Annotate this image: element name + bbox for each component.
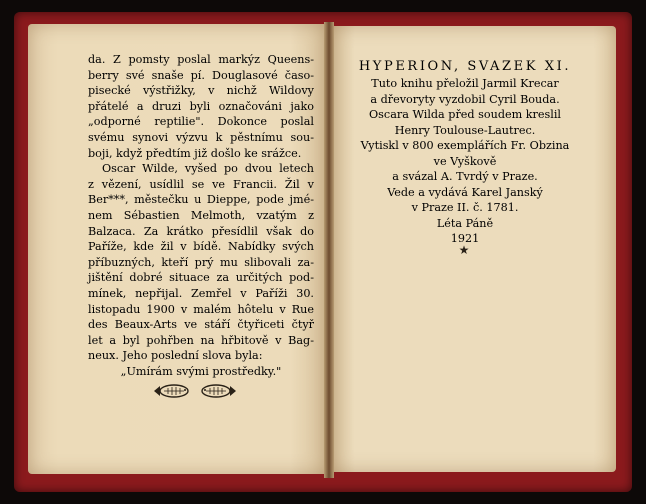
text-line: des Beaux-Arts ve stáří čtyřiceti čtyř xyxy=(88,318,314,332)
text-line: listopadu 1900 v malém hôtelu v Rue xyxy=(88,302,314,316)
colophon-line: Henry Toulouse-Lautrec. xyxy=(394,123,536,137)
series-title: HYPERION, SVAZEK XI. xyxy=(358,59,572,74)
text-line: let a byl pohřben na hřbitově v Bag- xyxy=(88,333,314,347)
text-line: berry své snaše pí. Douglasové časo- xyxy=(88,68,314,82)
left-page-text xyxy=(88,52,314,379)
text-line: „Umírám svými prostředky." xyxy=(120,364,282,378)
text-line: příbuzných, kteří prý mu slibovali za- xyxy=(88,255,314,269)
star-icon: ★ xyxy=(458,243,470,257)
colophon-line: a svázal A. Tvrdý v Praze. xyxy=(392,170,538,183)
book-gutter xyxy=(324,22,334,478)
two-fish-ornament-icon xyxy=(152,382,238,400)
colophon xyxy=(350,58,580,247)
text-line: boji, když předtím již došlo ke srážce. xyxy=(88,146,302,160)
colophon-line: a dřevoryty vyzdobil Cyril Bouda. xyxy=(370,92,560,106)
colophon-line: Tuto knihu přeložil Jarmil Krecar xyxy=(371,77,559,90)
text-line: „odporné reptilie". Dokonce poslal xyxy=(88,115,314,129)
colophon-line: Vytiskl v 800 exemplářích Fr. Obzina xyxy=(360,139,570,152)
text-line: Paříže, kde žil v bídě. Nabídky svých xyxy=(88,240,314,254)
text-line: pisecké výstřižky, v nichž Wildovy xyxy=(88,84,314,98)
colophon-line: ve Vyškově xyxy=(433,154,497,168)
text-line: neux. Jeho poslední slova byla: xyxy=(88,349,263,363)
text-line: mínek, nepřijal. Zemřel v Paříži 30. xyxy=(88,286,314,300)
colophon-line: Léta Páně xyxy=(436,216,494,230)
text-line: da. Z pomsty poslal markýz Queens- xyxy=(88,53,314,66)
text-line: přátelé a druzi byli označováni jako xyxy=(88,99,314,113)
text-line: Oscar Wilde, vyšed po dvou letech xyxy=(102,162,314,176)
text-line: nem Sébastien Melmoth, vzatým z xyxy=(88,208,314,222)
colophon-line: Vede a vydává Karel Janský xyxy=(387,185,543,199)
text-line: Ber***, městečku u Dieppe, pode jmé- xyxy=(88,193,314,207)
text-line: svému synovi výzvu k pěstnímu sou- xyxy=(88,130,314,144)
text-line: z vězení, usídlil se ve Francii. Žil v xyxy=(88,177,314,191)
text-line: Balzaca. Za krátko přesídlil však do xyxy=(88,224,314,238)
colophon-line: 1921 xyxy=(450,232,480,245)
colophon-line: Oscara Wilda před soudem kreslil xyxy=(369,108,561,121)
text-line: jištění dobré situace za určitých pod- xyxy=(88,271,314,285)
colophon-line: v Praze II. č. 1781. xyxy=(411,201,519,214)
